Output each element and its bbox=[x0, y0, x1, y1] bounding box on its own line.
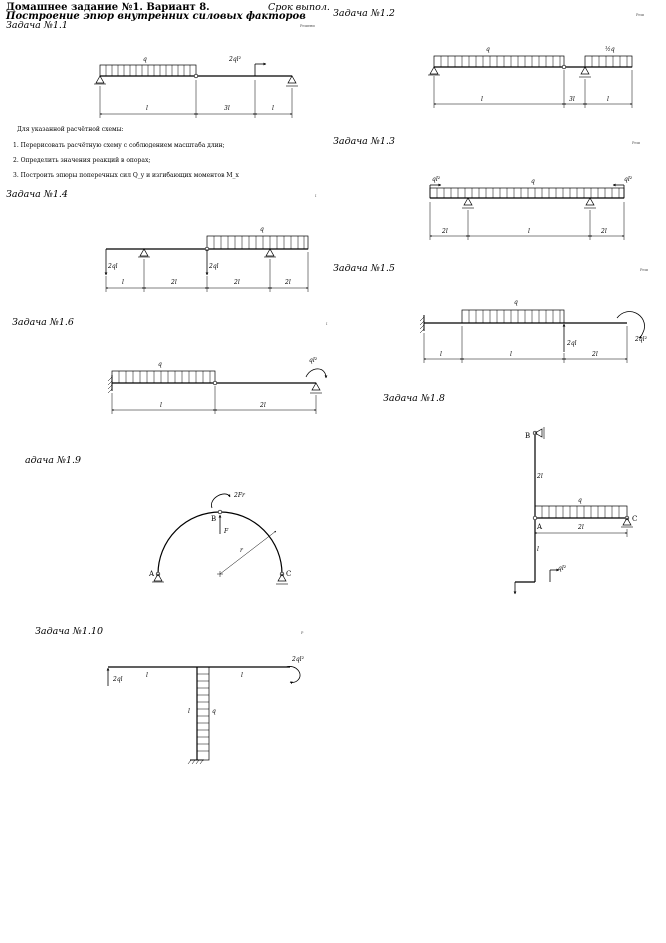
t1-6-dim-1: l bbox=[160, 402, 162, 409]
task-1-3-diagram bbox=[430, 185, 624, 240]
t1-1-dim-2: 3l bbox=[224, 105, 230, 112]
t1-1-dim-1: l bbox=[146, 105, 148, 112]
t1-5-dim-1: l bbox=[440, 351, 442, 358]
task-1-2-title: Задача №1.2 bbox=[333, 8, 395, 19]
task-1-9-title: адача №1.9 bbox=[25, 455, 82, 466]
instructions-item-3: 3. Построить эпюры поперечных сил Q_y и изгибающих моментов M_x bbox=[13, 172, 239, 179]
t1-3-dim-1: 2l bbox=[442, 228, 448, 235]
task-1-9-diagram bbox=[152, 494, 288, 584]
t1-8-moment: ql² bbox=[558, 565, 567, 572]
t1-8-point-b: B bbox=[525, 432, 531, 440]
t1-5-moment: 2ql² bbox=[635, 336, 647, 343]
task-1-1-title: Задача №1.1 bbox=[6, 20, 68, 31]
t1-9-moment: 2Fr bbox=[234, 492, 245, 499]
task-1-1-diagram bbox=[94, 64, 298, 118]
task-1-4-diagram bbox=[106, 236, 308, 292]
t1-9-force-f: F bbox=[224, 528, 229, 535]
task-1-3-note: Реш bbox=[632, 141, 640, 145]
task-1-6-title: Задача №1.6 bbox=[12, 317, 74, 328]
task-1-4-title: Задача №1.4 bbox=[6, 189, 68, 200]
task-1-1-note: Решени bbox=[300, 24, 315, 28]
t1-4-force-2: 2ql bbox=[209, 263, 219, 270]
t1-3-dim-3: 2l bbox=[601, 228, 607, 235]
t1-5-dim-2: l bbox=[510, 351, 512, 358]
t1-2-dim-2: 3l bbox=[569, 96, 575, 103]
t1-2-dim-3: l bbox=[607, 96, 609, 103]
t1-6-q-label: q bbox=[158, 361, 162, 368]
t1-10-dim-1: l bbox=[146, 672, 148, 679]
task-1-3-title: Задача №1.3 bbox=[333, 136, 395, 147]
t1-1-dim-3: l bbox=[272, 105, 274, 112]
t1-4-dim-2: 2l bbox=[171, 279, 177, 286]
t1-6-moment: ql² bbox=[309, 357, 318, 364]
task-1-5-note: Реш bbox=[640, 268, 648, 272]
t1-4-q-label: q bbox=[260, 226, 264, 233]
deadline-label: Срок выпол. bbox=[268, 2, 330, 13]
t1-1-moment-label: 2ql² bbox=[229, 56, 241, 63]
t1-8-point-a: A bbox=[537, 523, 543, 531]
instructions-item-2: 2. Определить значения реакций в опорах; bbox=[13, 157, 151, 164]
page-subtitle: Построение эпюр внутренних силовых факторов bbox=[6, 11, 306, 22]
page-title: Домашнее задание №1. Вариант 8. bbox=[6, 2, 210, 13]
task-1-5-title: Задача №1.5 bbox=[333, 263, 395, 274]
t1-8-q-label: q bbox=[578, 497, 582, 504]
t1-10-dim-2: l bbox=[241, 672, 243, 679]
t1-4-dim-4: 2l bbox=[285, 279, 291, 286]
t1-3-dim-2: l bbox=[528, 228, 530, 235]
task-1-10-note: P bbox=[301, 631, 304, 635]
t1-5-force: 2ql bbox=[567, 340, 577, 347]
t1-4-force-1: 2ql bbox=[108, 263, 118, 270]
t1-5-q-label: q bbox=[514, 299, 518, 306]
task-1-4-note: I bbox=[315, 194, 317, 198]
t1-8-dim-horizontal: 2l bbox=[578, 524, 584, 531]
t1-3-moment-1: ql² bbox=[432, 176, 441, 183]
t1-10-force: 2ql bbox=[113, 676, 123, 683]
t1-8-point-c: C bbox=[632, 515, 638, 523]
t1-4-dim-1: l bbox=[122, 279, 124, 286]
task-1-10-title: Задача №1.10 bbox=[35, 626, 104, 637]
task-1-10-diagram bbox=[108, 666, 300, 764]
task-1-8-title: Задача №1.8 bbox=[383, 393, 445, 404]
instructions-intro: Для указанной расчётной схемы: bbox=[17, 126, 124, 133]
t1-9-point-b: B bbox=[211, 515, 217, 523]
task-1-6-note: I bbox=[326, 322, 328, 326]
t1-10-dim-vertical: l bbox=[188, 708, 190, 715]
t1-6-dim-2: 2l bbox=[260, 402, 266, 409]
t1-3-q-label: q bbox=[531, 178, 535, 185]
task-1-6-diagram bbox=[108, 369, 326, 414]
instructions-item-1: 1. Перерисовать расчётную схему с соблюдением масштаба длин; bbox=[13, 142, 225, 149]
t1-4-dim-3: 2l bbox=[234, 279, 240, 286]
task-1-2-diagram bbox=[428, 56, 632, 108]
t1-8-dim-vertical: 2l bbox=[537, 473, 543, 480]
t1-3-moment-2: ql² bbox=[624, 176, 633, 183]
t1-2-q-label: q bbox=[486, 46, 490, 53]
t1-9-point-a: A bbox=[149, 570, 155, 578]
t1-1-q-label: q bbox=[143, 56, 147, 63]
task-1-8-diagram bbox=[515, 427, 633, 594]
t1-10-moment: 2ql² bbox=[292, 656, 304, 663]
t1-5-dim-3: 2l bbox=[592, 351, 598, 358]
t1-2-q2-label: ½q bbox=[605, 46, 615, 53]
t1-9-radius: r bbox=[240, 547, 243, 554]
t1-2-dim-1: l bbox=[481, 96, 483, 103]
t1-10-q-label: q bbox=[212, 708, 216, 715]
t1-9-point-c: C bbox=[286, 570, 292, 578]
task-1-2-note: Реш bbox=[636, 13, 644, 17]
t1-8-dim-lower: l bbox=[537, 546, 539, 553]
task-1-5-diagram bbox=[420, 310, 645, 363]
